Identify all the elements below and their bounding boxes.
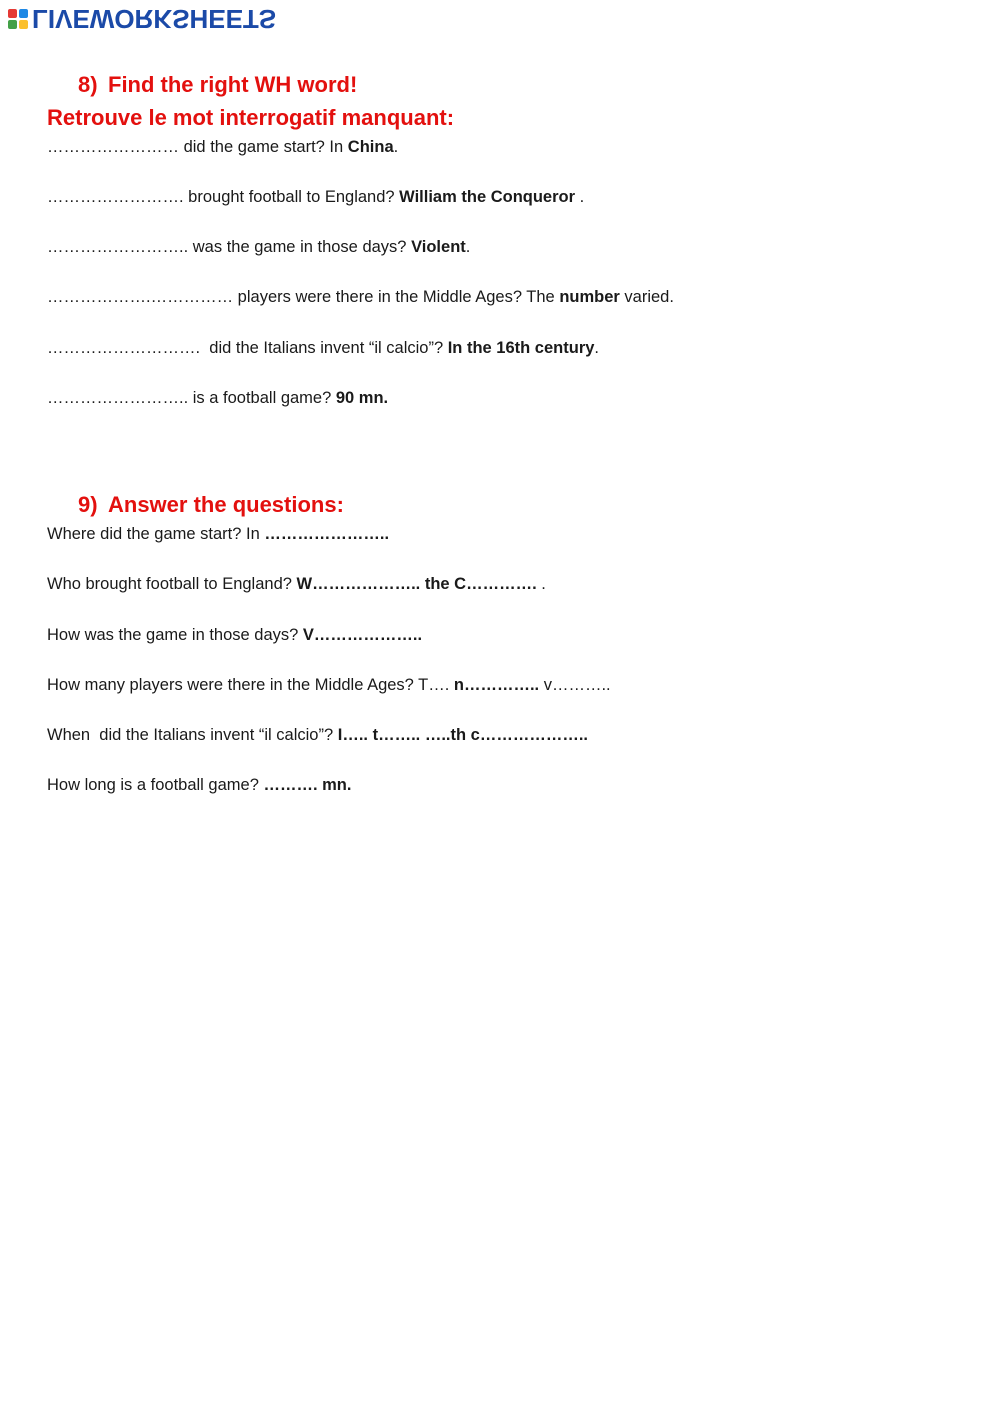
exercise-8-line-3: …………………….. was the game in those days? Violent.	[47, 238, 471, 256]
exercise-8-line-1: …………………… did the game start? In China.	[47, 138, 399, 156]
logo-mark-icon	[8, 9, 28, 29]
answer-blank[interactable]: n…………..	[453, 676, 540, 694]
section-8-title: Find the right WH word!	[108, 72, 358, 97]
answer-blank[interactable]: …………………..	[264, 525, 390, 543]
section-8-heading	[78, 72, 357, 98]
section-9-title: Answer the questions:	[108, 492, 344, 517]
exercise-9-line-6: How long is a football game? ………. mn.	[47, 776, 352, 794]
answer-blank[interactable]: ……………………	[47, 138, 184, 156]
exercise-8-line-4: ……………….…………… players were there in the Middle Ages? The number varied.	[47, 288, 674, 306]
exercise-9-line-3: How was the game in those days? V………………..	[47, 626, 423, 644]
exercise-8-line-5: ………………………. did the Italians invent “il calcio”? In the 16th century.	[47, 339, 600, 357]
answer-blank[interactable]: W……………….. the C………….	[296, 575, 537, 593]
logo-text: LIVEWORKSHEETS	[32, 4, 277, 34]
liveworksheets-logo	[8, 6, 276, 32]
answer-blank[interactable]: ……………………..	[47, 238, 193, 256]
exercise-8-line-6: …………………….. is a football game? 90 mn.	[47, 389, 389, 407]
section-8-number: 8)	[78, 72, 98, 97]
answer-blank[interactable]: ………. mn.	[263, 776, 352, 794]
answer-blank[interactable]: ……………….……………	[47, 288, 238, 306]
exercise-9-line-5: When did the Italians invent “il calcio”? I….. t…….. …..th c………………..	[47, 726, 588, 744]
section-9-heading	[78, 492, 344, 518]
section-9-number: 9)	[78, 492, 98, 517]
section-8-subtitle: Retrouve le mot interrogatif manquant:	[47, 105, 455, 130]
answer-blank[interactable]: I….. t…….. …..th c………………..	[337, 726, 588, 744]
exercise-9-line-1: Where did the game start? In …………………..	[47, 525, 390, 543]
exercise-9-line-2: Who brought football to England? W……………….. the C…………. .	[47, 575, 546, 593]
answer-blank[interactable]: …………………….	[47, 188, 189, 206]
answer-blank[interactable]: V………………..	[302, 626, 423, 644]
exercise-9-line-4: How many players were there in the Middle Ages? T…. n………….. v………..	[47, 676, 611, 694]
answer-blank[interactable]: ……………………..	[47, 389, 193, 407]
answer-blank[interactable]: ……………………….	[47, 339, 210, 357]
exercise-8-line-2: ……………………. brought football to England? William the Conqueror .	[47, 188, 585, 206]
